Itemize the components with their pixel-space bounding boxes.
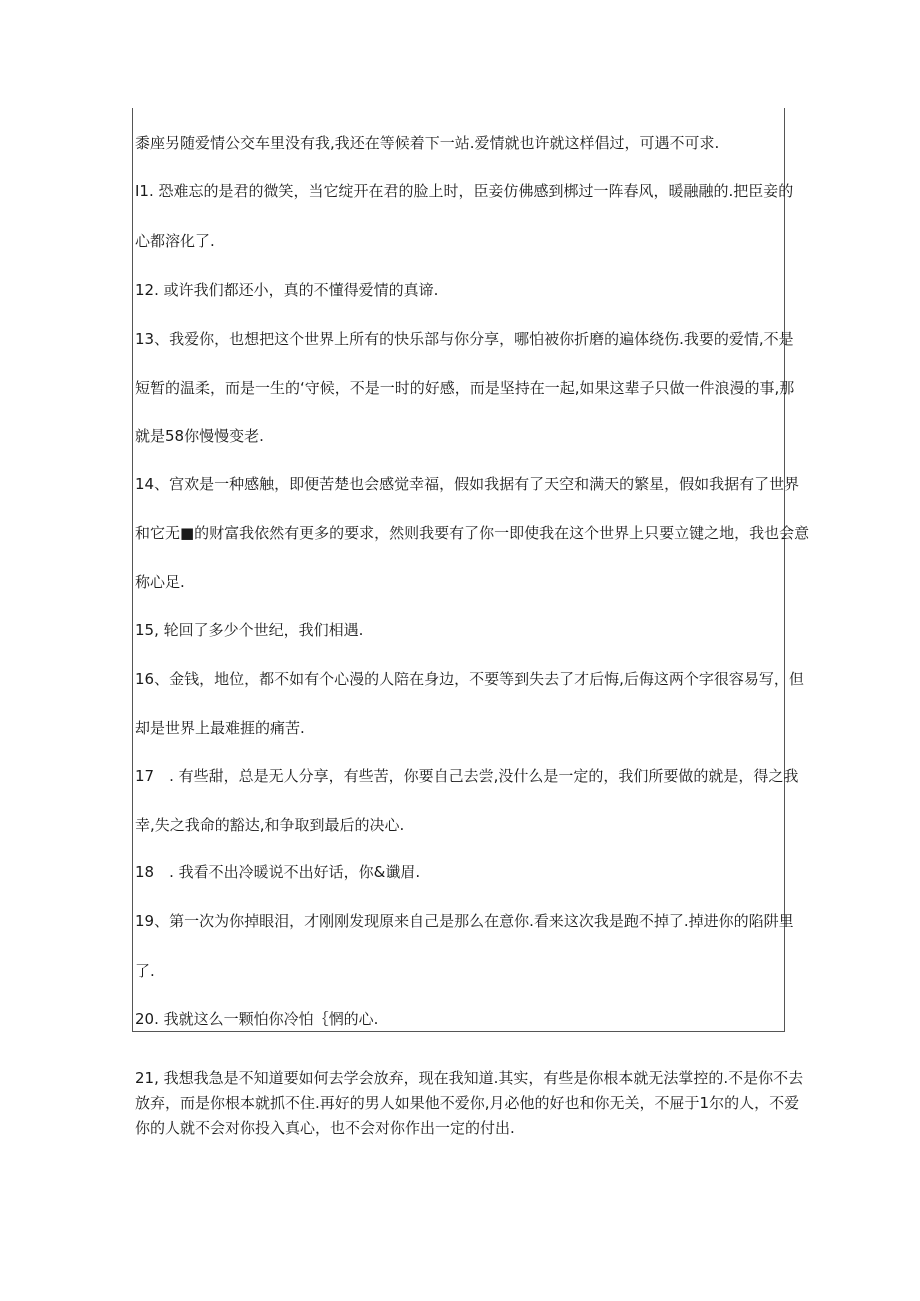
text-line: 16、金钱，地位，都不如有个心漫的人陪在身边，不要等到失去了才后悔,后侮这两个字很容易写，但 [135, 670, 804, 688]
text-line: 15, 轮回了多少个世纪，我们相遇. [135, 621, 364, 639]
text-line: 黍座另随爱情公交车里没有我,我还在等候着下一站.爱情就也许就这样倡过，可遇不可求. [135, 134, 720, 152]
text-line: 称心足. [135, 573, 185, 591]
text-line: 18 . 我看不出冷暖说不出好话，你&谶眉. [135, 863, 421, 881]
text-line: 和它无■的财富我依然有更多的要求，然则我要有了你一即使我在这个世界上只要立键之地，我也会意 [135, 524, 810, 542]
text-line: 17 . 有些甜，总是无人分享，有些苦，你要自己去尝,没什么是一定的，我们所要做的就是，得之我 [135, 767, 799, 785]
paragraph-line: 放弃，而是你根本就抓不住.再好的男人如果他不爱你,月必他的好也和你无关，不屉于1尔的人，不爱 [135, 1094, 800, 1112]
text-line: 就是58你慢慢变老. [135, 427, 264, 445]
text-line: 14、宫欢是一种感触，即便苦楚也会感觉幸福，假如我据有了天空和满天的繁星，假如我据有了世界 [135, 475, 800, 493]
text-line: 13、我爱你，也想把这个世界上所有的快乐部与你分享，哪怕被你折磨的遍体绕伤.我要的爱情,不是 [135, 330, 794, 348]
text-line: 了. [135, 962, 155, 980]
paragraph-line: 你的人就不会对你投入真心，也不会对你作出一定的付出. [135, 1119, 515, 1137]
text-line: 心都溶化了. [135, 232, 215, 250]
text-line: 12. 或许我们都还小，真的不懂得爱情的真谛. [135, 281, 439, 299]
text-line: I1. 恐难忘的是君的微笑，当它绽开在君的脸上时，臣妾仿佛感到梆过一阵春风，暖融融的.把臣妾的 [135, 182, 794, 200]
text-line: 20. 我就这么一颗怕你冷怕｛惘的心. [135, 1010, 379, 1028]
text-line: 短暂的温柔，而是一生的‘守候，不是一时的好感，而是坚持在一起,如果这辈子只做一件浪漫的事,那 [135, 379, 795, 397]
text-line: 19、第一次为你掉眼泪，才刚刚发现原来自己是那么在意你.看来这次我是跑不掉了.掉进你的陷阱里 [135, 912, 794, 930]
text-line: 却是世界上最难捱的痛苦. [135, 719, 305, 737]
text-line: 幸,失之我命的豁达,和争取到最后的决心. [135, 816, 405, 834]
paragraph-line: 21, 我想我急是不知道要如何去学会放弃，现在我知道.其实，有些是你根本就无法掌控的.不是你不去 [135, 1069, 804, 1087]
bordered-text-block [132, 108, 785, 1032]
